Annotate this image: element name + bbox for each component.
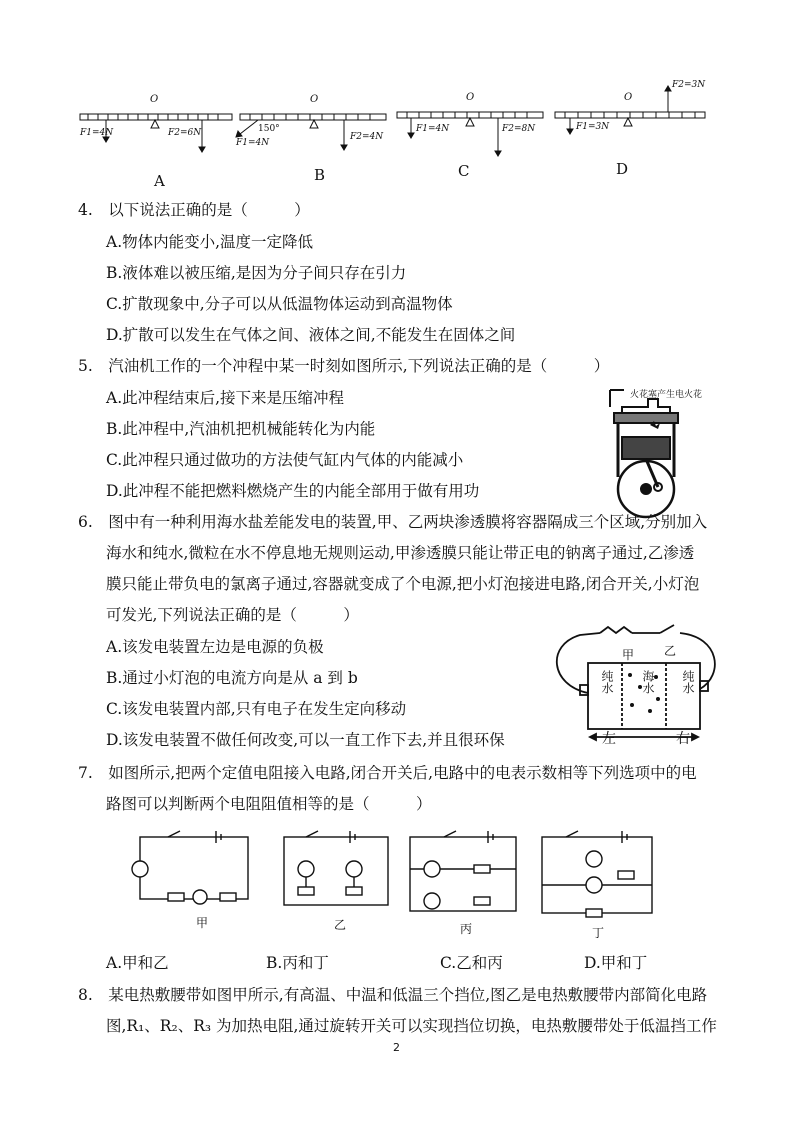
lever-b-f1: F1=4N <box>236 138 270 148</box>
q6-option-d: D.该发电装置不做任何改变,可以一直工作下去,并且很环保 <box>106 731 505 749</box>
salinity-right-water: 纯水 <box>681 670 695 694</box>
salinity-side-right: 右 <box>676 731 690 747</box>
lever-label-a: A <box>154 172 165 190</box>
q4-option-c: C.扩散现象中,分子可以从低温物体运动到高温物体 <box>106 295 453 313</box>
pivot-label-a: O <box>150 94 159 105</box>
lever-d-f1: F1=3N <box>576 122 610 132</box>
q7-line-1: 7. 如图所示,把两个定值电阻接入电路,闭合开关后,电路中的电表示数相等下列选项中的电 <box>78 764 697 782</box>
lever-label-c: C <box>458 162 470 180</box>
lever-label-b: B <box>314 166 326 184</box>
salinity-membrane-a: 甲 <box>622 648 635 662</box>
circuit-label-ding: 丁 <box>592 926 605 940</box>
q7-option-a: A.甲和乙 <box>106 954 169 972</box>
q7-option-b: B.丙和丁 <box>266 954 329 972</box>
salinity-side-left: 左 <box>602 731 616 747</box>
q4-option-a: A.物体内能变小,温度一定降低 <box>106 233 314 251</box>
q6-option-a: A.该发电装置左边是电源的负极 <box>106 638 324 656</box>
q6-line-1: 6. 图中有一种利用海水盐差能发电的装置,甲、乙两块渗透膜将容器隔成三个区域,分别加入 <box>78 513 708 531</box>
circuit-label-yi: 乙 <box>334 918 347 932</box>
pivot-label-c: O <box>466 92 475 103</box>
lever-d-f2: F2=3N <box>672 80 706 90</box>
circuit-bing <box>410 831 516 911</box>
salinity-membrane-b: 乙 <box>664 644 677 658</box>
q8-line-1: 8. 某电热敷腰带如图甲所示,有高温、中温和低温三个挡位,图乙是电热敷腰带内部简化电路 <box>78 986 708 1004</box>
lever-a-f1: F1=4N <box>80 128 114 138</box>
page-number: 2 <box>393 1041 400 1054</box>
lever-label-d: D <box>616 160 629 178</box>
engine-figure <box>600 385 790 515</box>
q5-option-d: D.此冲程不能把燃料燃烧产生的内能全部用于做有用功 <box>106 482 480 500</box>
q6-line-4: 可发光,下列说法正确的是（ ） <box>106 606 359 624</box>
lever-c-f2: F2=8N <box>502 124 536 134</box>
q8-line-2: 图,R₁、R₂、R₃ 为加热电阻,通过旋转开关可以实现挡位切换，电热敷腰带处于低温挡工作 <box>106 1017 717 1035</box>
q6-line-2: 海水和纯水,微粒在水不停息地无规则运动,甲渗透膜只能让带正电的钠离子通过,乙渗透 <box>106 544 695 562</box>
lever-c-f1: F1=4N <box>416 124 450 134</box>
salinity-left-water: 纯水 <box>600 670 614 694</box>
q4-stem: 4. 以下说法正确的是（ ） <box>78 201 310 219</box>
q7-option-c: C.乙和丙 <box>440 954 503 972</box>
lever-a-f2: F2=6N <box>168 128 202 138</box>
q4-option-d: D.扩散可以发生在气体之间、液体之间,不能发生在固体之间 <box>106 326 516 344</box>
circuit-figures <box>128 825 688 935</box>
q6-line-3: 膜只能止带负电的氯离子通过,容器就变成了个电源,把小灯泡接进电路,闭合开关,小灯泡 <box>106 575 700 593</box>
circuit-yi <box>284 831 388 905</box>
salinity-middle-water: 海水 <box>641 670 655 694</box>
lever-c <box>397 112 543 156</box>
q5-option-c: C.此冲程只通过做功的方法使气缸内气体的内能减小 <box>106 451 464 469</box>
q5-option-b: B.此冲程中,汽油机把机械能转化为内能 <box>106 420 376 438</box>
q4-option-b: B.液体难以被压缩,是因为分子间只存在引力 <box>106 264 407 282</box>
q6-option-b: B.通过小灯泡的电流方向是从 a 到 b <box>106 669 358 687</box>
pivot-label-d: O <box>624 92 633 103</box>
circuit-ding <box>542 831 652 917</box>
q7-option-d: D.甲和丁 <box>584 954 648 972</box>
lever-b-angle: 150° <box>258 124 280 134</box>
circuit-jia <box>132 831 248 904</box>
lever-b-f2: F2=4N <box>350 132 384 142</box>
circuit-label-bing: 丙 <box>460 922 473 936</box>
q6-option-c: C.该发电装置内部,只有电子在发生定向移动 <box>106 700 407 718</box>
circuit-label-jia: 甲 <box>196 916 209 930</box>
pivot-label-b: O <box>310 94 319 105</box>
engine-caption: 火花塞产生电火花 <box>630 390 703 400</box>
q5-stem: 5. 汽油机工作的一个冲程中某一时刻如图所示,下列说法正确的是（ ） <box>78 357 610 375</box>
q5-option-a: A.此冲程结束后,接下来是压缩冲程 <box>106 389 345 407</box>
q7-line-2: 路图可以判断两个电阻阻值相等的是（ ） <box>106 795 432 813</box>
lever-figure <box>0 0 794 190</box>
